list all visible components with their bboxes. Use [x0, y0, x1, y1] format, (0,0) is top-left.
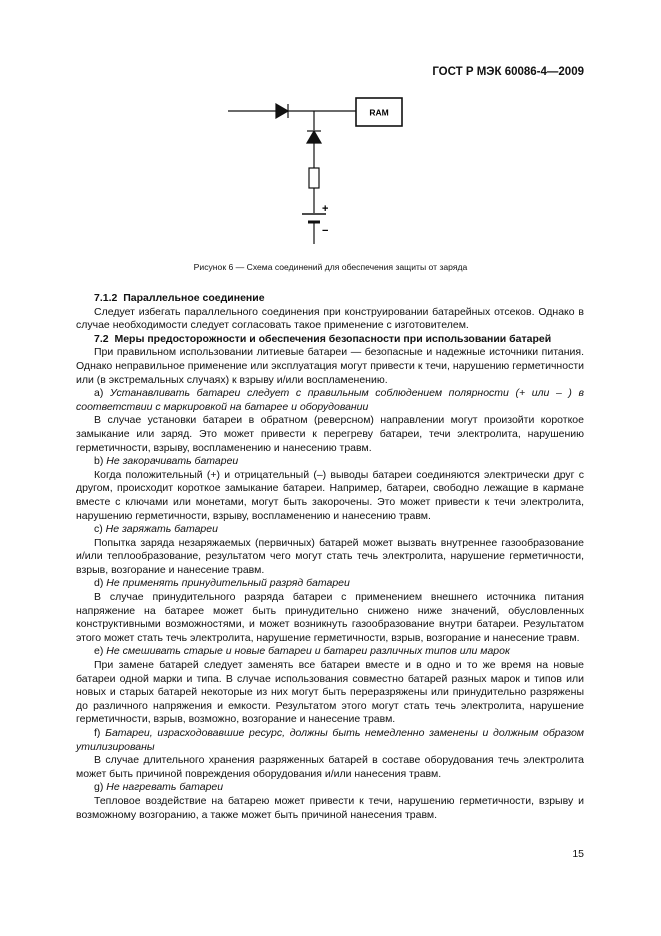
document-header: ГОСТ Р МЭК 60086-4—2009: [432, 66, 584, 78]
list-item-title: Батареи, израсходовавшие ресурс, должны быть немедленно заменены и должным образом утилизированы: [76, 727, 584, 753]
paragraph: При замене батарей следует заменять все батареи вместе и в одно и то же время на новые батареи одной марки и типа. В случае использования совместно батарей разных марок и типов или новых и старых батарей некоторые из них могут быть переразряжены или принудительно разряжены до различного напряжения и емкости. Результатом этого могут стать течь электролита, нарушение герметичности, взрыв, возможно, возгорание и нанесение травм.: [76, 659, 584, 726]
circuit-diagram: [0, 0, 661, 260]
list-letter: g): [94, 781, 104, 794]
list-letter: c): [94, 523, 103, 536]
section-number: 7.1.2: [94, 292, 118, 304]
list-item-d: [76, 577, 584, 591]
list-letter: b): [94, 455, 104, 468]
section-heading-7-2: [76, 333, 584, 347]
series-diode-icon: [276, 104, 288, 118]
paragraph: Попытка заряда незаряжаемых (первичных) батарей может вызвать внутреннее газообразование и/или теплообразование, результатом чего могут стать течь электролита, нарушение герметичности, взрыв, возгорание и нанесение травм.: [76, 536, 584, 576]
list-letter: d): [94, 577, 104, 590]
paragraph: В случае принудительного разряда батареи с применением внешнего источника питания напряжение на батарее может быть принудительно снижено ниже значений, обусловленных конструктивными возможностями, и может возникнуть газообразование внутри батареи. Результатом этого может стать течь электролита, нарушение герметичности, взрыв, возгорание и нанесение травм.: [76, 591, 584, 644]
list-item-c: [76, 523, 584, 537]
list-item-title: Не нагревать батареи: [106, 781, 224, 794]
list-item-f: [76, 727, 584, 754]
battery-minus-sign: −: [322, 225, 329, 237]
list-item-b: [76, 455, 584, 469]
list-item-title: Не заряжать батареи: [105, 523, 218, 536]
paragraph: В случае длительного хранения разряженных батарей в составе оборудования течь электролита может быть причиной повреждения оборудования и/или нанесения травм.: [76, 754, 584, 780]
list-item-e: [76, 645, 584, 659]
list-item-a: [76, 387, 584, 414]
protection-diode-icon: [307, 131, 321, 143]
section-number: 7.2: [94, 332, 109, 345]
section-title: Меры предосторожности и обеспечения безопасности при использовании батарей: [114, 332, 552, 345]
battery-plus-sign: +: [322, 203, 329, 215]
list-item-title: Не применять принудительный разряд батареи: [106, 577, 350, 590]
paragraph: Когда положительный (+) и отрицательный (–) выводы батареи соединяются электрически друг с другом, происходит короткое замыкание батареи. Например, батареи, свободно лежащие в кармане вместе с ключами или монетами, могут быть закорочены. Это может привести к течи электролита, нарушению герметичности, взрыву, воспламенению и нанесению травм.: [76, 468, 584, 522]
paragraph: При правильном использовании литиевые батареи — безопасные и надежные источники питания. Однако неправильное применение или эксплуатация могут привести к течи, нарушению герметичности или (в экстремальных случаях) к взрыву и/или воспламенению.: [76, 346, 584, 386]
figure-caption: Рисунок 6 — Схема соединений для обеспечения защиты от заряда: [193, 262, 468, 272]
section-heading-7-1-2: [76, 292, 584, 306]
list-item-title: Не закорачивать батареи: [106, 455, 239, 468]
list-letter: a): [94, 387, 104, 400]
page-number: 15: [572, 848, 584, 860]
list-letter: f): [94, 727, 101, 739]
paragraph: Следует избегать параллельного соединения при конструировании батарейных отсеков. Однако в случае необходимости следует согласовать такое применение с изготовителем.: [76, 305, 584, 332]
list-letter: e): [94, 645, 104, 658]
document-body: [76, 292, 584, 822]
ram-label: RAM: [369, 107, 389, 118]
list-item-g: [76, 781, 584, 795]
section-title: Параллельное соединение: [123, 292, 265, 304]
paragraph: В случае установки батареи в обратном (реверсном) направлении могут произойти короткое замыкание или заряд. Это может привести к перегреву батареи, течи электролита, нарушению герметичности, взрыву, воспламенению и нанесению травм.: [76, 414, 584, 454]
list-item-title: Не смешивать старые и новые батареи и батареи различных типов или марок: [106, 645, 510, 658]
list-item-title: Устанавливать батареи следует с правильным соблюдением полярности (+ или – ) в соответствии с маркировкой на батарее и оборудовании: [76, 387, 584, 413]
paragraph: Тепловое воздействие на батарею может привести к течи, нарушению герметичности, взрыву и возможному возгоранию, а также может быть причиной нанесения травм.: [76, 794, 584, 821]
resistor-icon: [309, 168, 319, 188]
